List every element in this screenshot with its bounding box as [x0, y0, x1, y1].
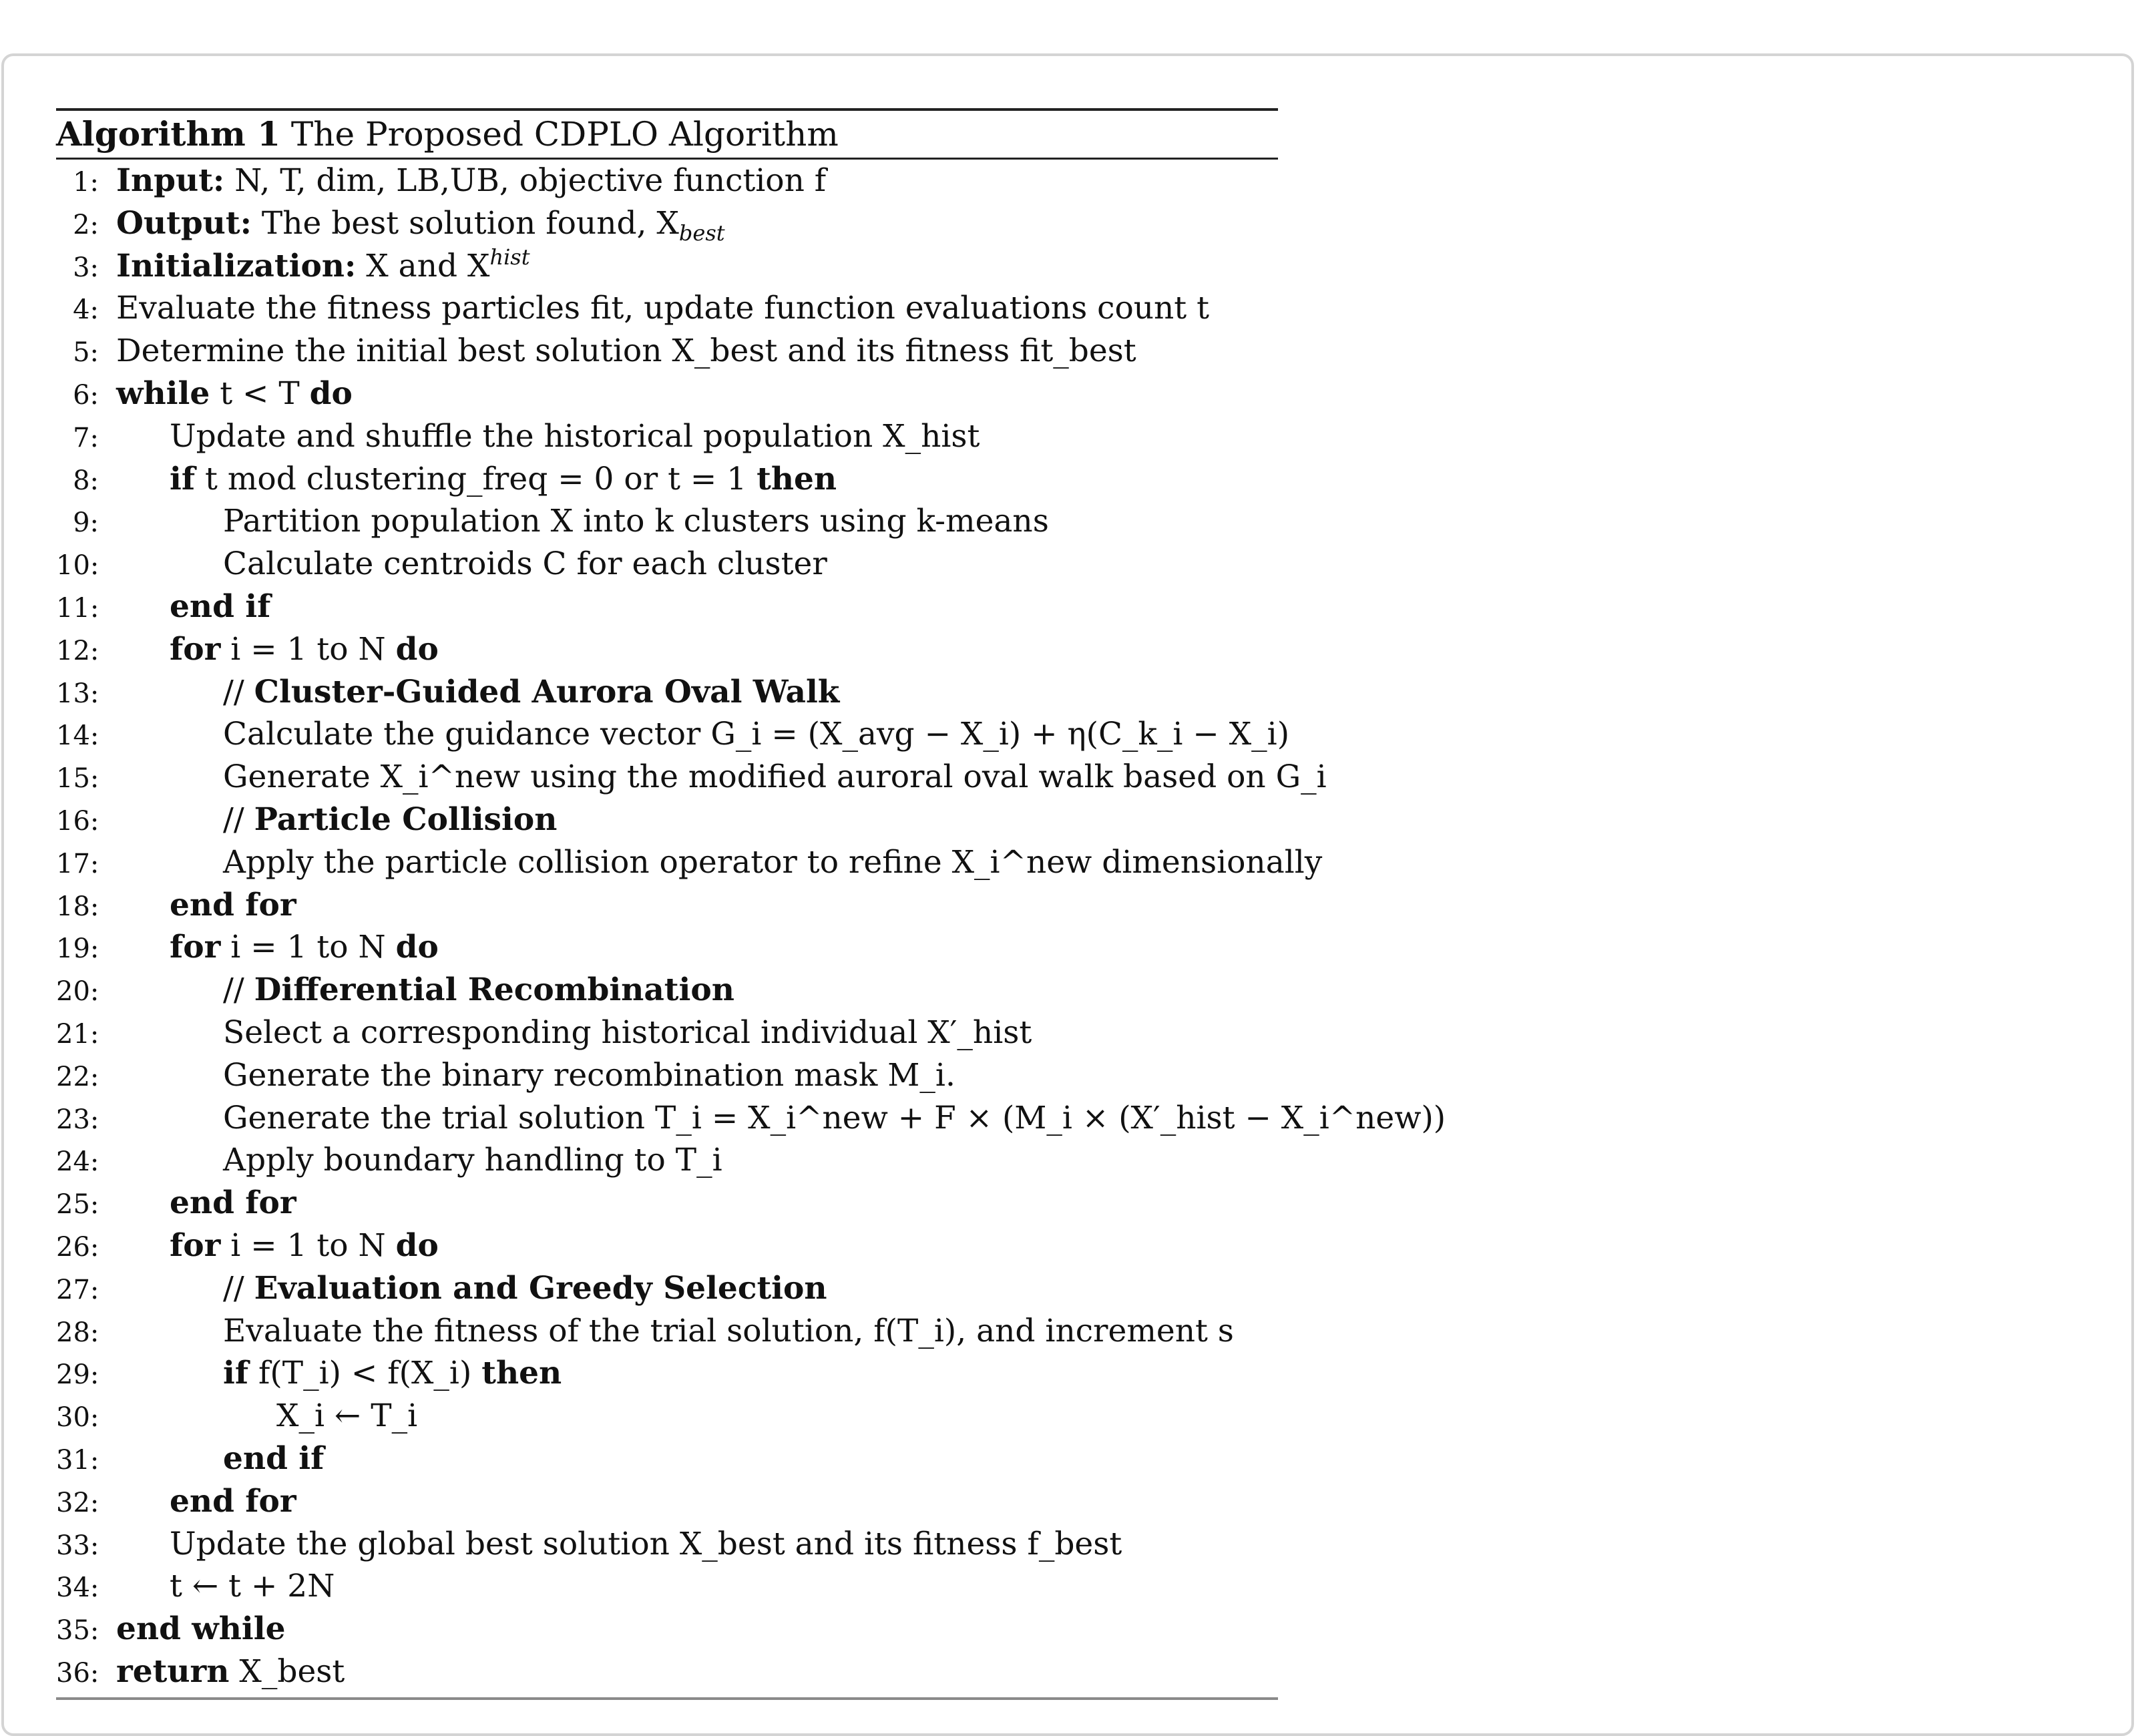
line-number: 18:	[56, 891, 99, 922]
line-text: Generate the trial solution T_i = X_i^new + F × (M_i × (X′_hist − X_i^new))	[223, 1099, 1446, 1136]
keyword-then: then	[757, 460, 837, 497]
line-number: 6:	[73, 379, 99, 411]
caption-label: Algorithm 1	[56, 114, 280, 154]
line-number: 15:	[56, 763, 99, 795]
caption-title: The Proposed CDPLO Algorithm	[290, 115, 839, 154]
line-number: 12:	[56, 635, 99, 666]
algo-line-35	[56, 1608, 1278, 1651]
line-number: 17:	[56, 848, 99, 879]
algo-line-8	[56, 458, 1278, 501]
algo-line-1	[56, 160, 1278, 202]
line-text: Apply boundary handling to T_i	[223, 1142, 722, 1179]
algo-line-28	[56, 1310, 1278, 1353]
algo-line-3	[56, 245, 1278, 288]
algorithm-caption	[56, 111, 1278, 158]
line-number: 36:	[56, 1657, 99, 1689]
keyword-input: Input:	[116, 162, 225, 199]
comment-marker: //	[223, 1269, 254, 1307]
keyword-end-for: end for	[170, 886, 296, 923]
line-text: Evaluate the fitness particles fit, update function evaluations count t	[116, 290, 1210, 327]
algo-line-13	[56, 671, 1278, 714]
line-text: Determine the initial best solution X_best and its fitness fit_best	[116, 333, 1136, 370]
algo-line-22	[56, 1054, 1278, 1097]
line-text: X_i ← T_i	[276, 1397, 418, 1435]
algo-line-12	[56, 628, 1278, 671]
algo-line-7	[56, 415, 1278, 458]
keyword-then: then	[481, 1355, 562, 1392]
algo-line-19	[56, 926, 1278, 969]
line-text: X and X	[356, 247, 490, 284]
line-number: 9:	[73, 507, 99, 539]
keyword-output: Output:	[116, 204, 252, 242]
algo-line-21	[56, 1012, 1278, 1054]
keyword-do: do	[395, 929, 439, 966]
line-text: X_best	[229, 1653, 345, 1690]
algo-line-29	[56, 1352, 1278, 1395]
algo-line-34	[56, 1565, 1278, 1608]
algo-line-20	[56, 969, 1278, 1012]
keyword-return: return	[116, 1653, 230, 1690]
line-text: t < T	[210, 375, 310, 412]
comment-marker: //	[223, 673, 254, 710]
line-number: 2:	[73, 209, 99, 240]
line-number: 24:	[56, 1146, 99, 1178]
line-number: 16:	[56, 805, 99, 837]
line-number: 22:	[56, 1061, 99, 1092]
algo-line-10	[56, 543, 1278, 586]
comment-heading: Differential Recombination	[254, 971, 734, 1009]
algo-line-15	[56, 756, 1327, 799]
algo-line-32	[56, 1480, 1278, 1523]
line-number: 27:	[56, 1274, 99, 1305]
line-number: 35:	[56, 1615, 99, 1647]
comment-heading: Particle Collision	[254, 801, 558, 838]
line-number: 5:	[73, 337, 99, 369]
algo-line-14	[56, 713, 1290, 756]
line-text: Update the global best solution X_best and its fitness f_best	[170, 1525, 1122, 1562]
line-text: t mod clustering_freq = 0 or t = 1	[195, 460, 757, 497]
line-number: 14:	[56, 720, 99, 752]
algo-line-11	[56, 586, 1278, 628]
line-text: f(T_i) < f(X_i)	[248, 1355, 482, 1392]
line-text: Update and shuffle the historical population X_hist	[170, 417, 980, 455]
keyword-for: for	[170, 630, 221, 668]
line-text: Generate the binary recombination mask M_i.	[223, 1056, 955, 1094]
algo-line-6	[56, 373, 1278, 415]
line-text: The best solution found, X	[251, 204, 679, 242]
keyword-do: do	[309, 375, 353, 412]
algo-line-16	[56, 799, 1278, 841]
line-number: 25:	[56, 1189, 99, 1221]
comment-heading: Evaluation and Greedy Selection	[254, 1269, 827, 1307]
line-text: Calculate centroids C for each cluster	[223, 546, 827, 583]
algo-line-23	[56, 1097, 1446, 1140]
line-text: Select a corresponding historical individual X′_hist	[223, 1014, 1032, 1051]
algo-line-4	[56, 287, 1278, 330]
line-number: 4:	[73, 294, 99, 326]
line-number: 31:	[56, 1444, 99, 1476]
line-number: 29:	[56, 1359, 99, 1391]
keyword-while: while	[116, 375, 210, 412]
line-number: 7:	[73, 422, 99, 453]
algo-line-25	[56, 1182, 1278, 1225]
keyword-if: if	[170, 460, 196, 497]
line-text: Calculate the guidance vector G_i = (X_avg − X_i) + η(C_k_i − X_i)	[223, 716, 1290, 753]
line-number: 26:	[56, 1231, 99, 1263]
algo-line-26	[56, 1225, 1278, 1267]
line-text: Apply the particle collision operator to refine X_i^new dimensionally	[223, 843, 1323, 881]
line-number: 23:	[56, 1104, 99, 1135]
line-number: 32:	[56, 1487, 99, 1518]
line-number: 10:	[56, 550, 99, 582]
line-number: 19:	[56, 933, 99, 965]
algo-line-2	[56, 202, 1278, 245]
line-number: 20:	[56, 976, 99, 1008]
line-number: 1:	[73, 167, 99, 198]
superscript: hist	[489, 244, 530, 270]
keyword-end-for: end for	[170, 1482, 296, 1520]
line-number: 8:	[73, 465, 99, 496]
line-text: Partition population X into k clusters using k-means	[223, 503, 1049, 540]
algo-line-36	[56, 1651, 1278, 1693]
algo-line-5	[56, 330, 1278, 373]
line-number: 28:	[56, 1317, 99, 1348]
algo-line-27	[56, 1267, 1278, 1310]
algo-line-24	[56, 1139, 1278, 1182]
line-number: 21:	[56, 1018, 99, 1050]
comment-heading: Cluster-Guided Aurora Oval Walk	[254, 673, 840, 710]
line-text: Evaluate the fitness of the trial solution, f(T_i), and increment s	[223, 1312, 1234, 1349]
bottom-rule	[56, 1697, 1278, 1700]
algo-line-31	[56, 1438, 1278, 1480]
keyword-end-while: end while	[116, 1610, 286, 1648]
line-text: i = 1 to N	[220, 1227, 396, 1264]
algo-line-9	[56, 500, 1278, 543]
algo-line-18	[56, 884, 1278, 927]
keyword-initialization: Initialization:	[116, 247, 357, 284]
comment-marker: //	[223, 971, 254, 1009]
keyword-for: for	[170, 929, 221, 966]
algo-line-33	[56, 1523, 1278, 1566]
line-number: 30:	[56, 1402, 99, 1434]
keyword-end-for: end for	[170, 1184, 296, 1222]
line-number: 13:	[56, 678, 99, 709]
line-text: N, T, dim, LB,UB, objective function f	[224, 162, 827, 199]
keyword-end-if: end if	[170, 588, 271, 625]
algo-line-30	[56, 1395, 1278, 1438]
line-text: Generate X_i^new using the modified auroral oval walk based on G_i	[223, 758, 1327, 796]
line-number: 33:	[56, 1530, 99, 1561]
keyword-end-if: end if	[223, 1440, 325, 1477]
line-text: t ← t + 2N	[170, 1568, 335, 1605]
line-text: i = 1 to N	[220, 630, 396, 668]
comment-marker: //	[223, 801, 254, 838]
keyword-for: for	[170, 1227, 221, 1264]
algo-line-17	[56, 841, 1323, 884]
line-number: 34:	[56, 1572, 99, 1604]
keyword-do: do	[395, 630, 439, 668]
subscript: best	[678, 220, 725, 246]
line-number: 11:	[56, 592, 99, 624]
line-text: i = 1 to N	[220, 929, 396, 966]
keyword-do: do	[395, 1227, 439, 1264]
line-number: 3:	[73, 252, 99, 283]
algorithm-block	[56, 108, 1446, 1700]
keyword-if: if	[223, 1355, 249, 1392]
